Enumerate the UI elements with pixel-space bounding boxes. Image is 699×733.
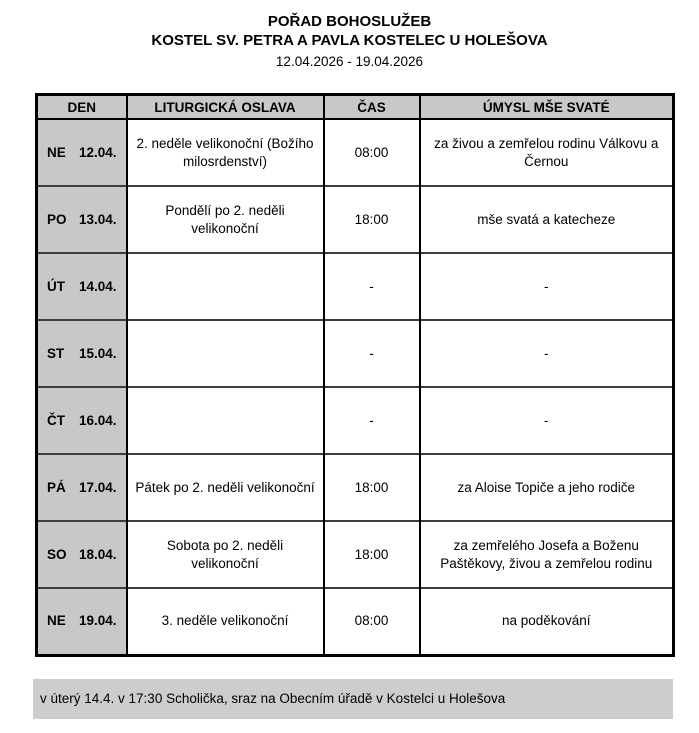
intention-cell: - [420,253,674,320]
celebration-cell [127,253,324,320]
page-subtitle: KOSTEL SV. PETRA A PAVLA KOSTELEC U HOLEŠOVA [151,32,548,49]
day-abbrev: ST [47,345,65,361]
table-row [37,387,674,454]
table-row [37,320,674,387]
table-row [37,521,674,588]
day-abbrev: PÁ [47,479,66,495]
intention-cell: - [420,320,674,387]
column-header-liturgicka-oslava: LITURGICKÁ OSLAVA [127,95,324,120]
day-abbrev: ÚT [47,278,65,294]
announcement-bar [33,679,673,719]
day-date: 16.04. [79,412,117,428]
table-row [37,454,674,521]
time-cell: - [324,387,420,454]
day-date: 19.04. [79,613,117,629]
celebration-cell [127,387,324,454]
celebration-cell [127,320,324,387]
column-header-den: DEN [37,95,127,120]
day-date: 18.04. [79,546,117,562]
document-header [0,0,699,71]
time-cell: - [324,320,420,387]
time-cell: 18:00 [324,454,420,521]
day-cell [37,253,127,320]
day-abbrev: PO [47,211,67,227]
day-abbrev: ČT [47,412,65,428]
day-date: 12.04. [79,144,117,160]
table-row [37,253,674,320]
intention-cell: za živou a zemřelou rodinu Válkovu a Černou [420,119,674,186]
table-header-row [37,95,674,120]
celebration-cell: Pátek po 2. neděli velikonoční [127,454,324,521]
table-row [37,588,674,655]
day-abbrev: NE [47,613,66,629]
time-cell: 08:00 [324,119,420,186]
day-abbrev: SO [47,546,67,562]
day-date: 15.04. [79,345,117,361]
intention-cell: za Aloise Topiče a jeho rodiče [420,454,674,521]
table-row [37,186,674,253]
day-abbrev: NE [47,144,66,160]
day-cell [37,119,127,186]
day-cell [37,454,127,521]
table-body [37,119,674,655]
celebration-cell: 2. neděle velikonoční (Božího milosrdenství) [127,119,324,186]
intention-cell: - [420,387,674,454]
time-cell: 18:00 [324,186,420,253]
date-range: 12.04.2026 - 19.04.2026 [275,54,424,69]
day-cell [37,387,127,454]
day-cell [37,588,127,655]
page-title: POŘAD BOHOSLUŽEB [267,13,432,30]
time-cell: - [324,253,420,320]
day-cell [37,521,127,588]
celebration-cell: Pondělí po 2. neděli velikonoční [127,186,324,253]
day-date: 14.04. [79,278,117,294]
intention-cell: mše svatá a katecheze [420,186,674,253]
announcement-text: v úterý 14.4. v 17:30 Scholička, sraz na Obecním úřadě v Kostelci u Holešova [40,691,506,706]
day-cell [37,320,127,387]
time-cell: 08:00 [324,588,420,655]
celebration-cell: Sobota po 2. neděli velikonoční [127,521,324,588]
time-cell: 18:00 [324,521,420,588]
intention-cell: za zemřelého Josefa a Boženu Paštěkovy, živou a zemřelou rodinu [420,521,674,588]
service-schedule-table [35,93,675,657]
day-date: 17.04. [79,479,117,495]
table-row [37,119,674,186]
intention-cell: na poděkování [420,588,674,655]
column-header-umysl-mse-svate: ÚMYSL MŠE SVATÉ [420,95,674,120]
day-date: 13.04. [79,211,117,227]
celebration-cell: 3. neděle velikonoční [127,588,324,655]
day-cell [37,186,127,253]
column-header-cas: ČAS [324,95,420,120]
